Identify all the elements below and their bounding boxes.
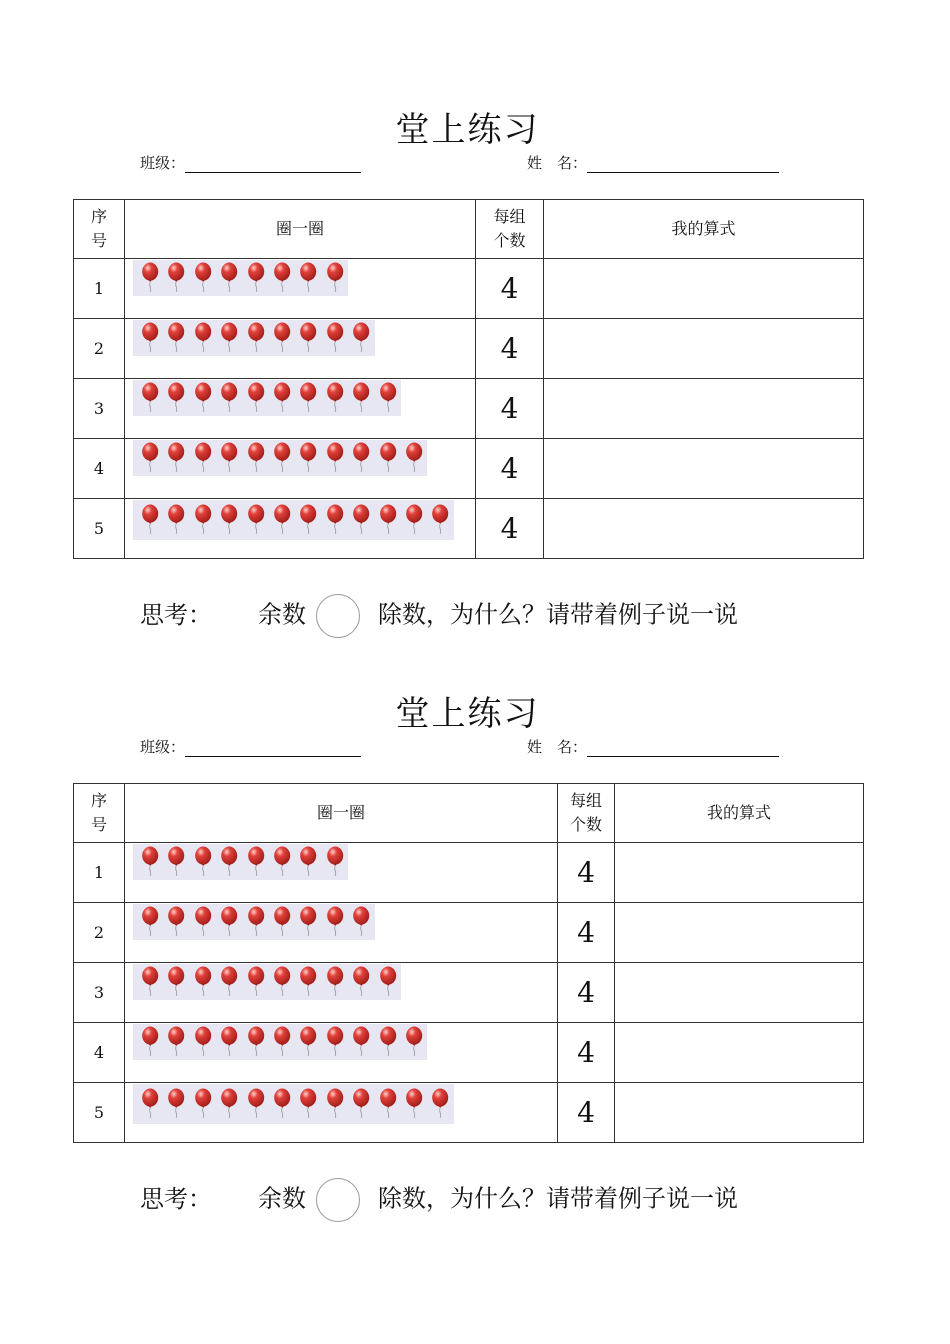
row-index: 3 <box>74 963 125 1023</box>
balloon-icon <box>269 966 295 998</box>
table-row <box>74 379 864 439</box>
balloon-icon <box>137 382 163 414</box>
balloon-icon <box>243 262 269 294</box>
balloon-icon <box>190 504 216 536</box>
balloon-strip <box>133 904 375 940</box>
name-label: 姓 名： <box>527 154 588 172</box>
table-row <box>74 903 864 963</box>
header-formula: 我的算式 <box>615 784 864 843</box>
balloon-icon <box>243 382 269 414</box>
balloon-icon <box>216 442 242 474</box>
per-group-value: 4 <box>476 499 544 559</box>
formula-cell[interactable] <box>544 379 864 439</box>
per-group-value: 4 <box>558 843 615 903</box>
balloon-icon <box>243 322 269 354</box>
formula-cell[interactable] <box>615 1083 864 1143</box>
balloon-icon <box>375 966 401 998</box>
header-circle: 圈一圈 <box>125 200 476 259</box>
balloon-icon <box>322 1088 348 1120</box>
row-index: 5 <box>74 1083 125 1143</box>
per-group-value: 4 <box>476 379 544 439</box>
table-row <box>74 843 864 903</box>
formula-cell[interactable] <box>615 963 864 1023</box>
balloon-icon <box>322 906 348 938</box>
header-formula: 我的算式 <box>544 200 864 259</box>
row-index: 4 <box>74 439 125 499</box>
think-prompt <box>140 1178 738 1222</box>
balloon-icon <box>243 906 269 938</box>
header-per-group: 每组个数 <box>476 200 544 259</box>
balloon-icon <box>375 382 401 414</box>
class-label: 班级： <box>140 154 186 172</box>
formula-cell[interactable] <box>544 439 864 499</box>
formula-cell[interactable] <box>544 319 864 379</box>
balloon-icon <box>348 382 374 414</box>
balloon-icon <box>427 504 453 536</box>
per-group-value: 4 <box>558 903 615 963</box>
header-circle: 圈一圈 <box>125 784 558 843</box>
balloon-icon <box>163 504 189 536</box>
think-label: 思考： <box>140 1184 212 1213</box>
balloon-icon <box>190 382 216 414</box>
balloon-icon <box>216 1088 242 1120</box>
row-index: 2 <box>74 319 125 379</box>
balloon-icon <box>401 1088 427 1120</box>
balloon-icon <box>137 322 163 354</box>
class-input-line[interactable] <box>185 742 361 757</box>
balloon-icon <box>322 442 348 474</box>
balloon-icon <box>269 846 295 878</box>
balloon-icon <box>375 1026 401 1058</box>
balloon-cell[interactable] <box>125 843 558 903</box>
balloon-icon <box>295 1088 321 1120</box>
balloon-icon <box>190 1026 216 1058</box>
balloon-strip <box>133 440 427 476</box>
balloon-icon <box>269 1088 295 1120</box>
balloon-icon <box>348 966 374 998</box>
row-index: 4 <box>74 1023 125 1083</box>
balloon-icon <box>348 442 374 474</box>
class-field <box>140 152 361 173</box>
balloon-cell[interactable] <box>125 499 476 559</box>
balloon-icon <box>269 322 295 354</box>
table-row <box>74 963 864 1023</box>
balloon-icon <box>137 504 163 536</box>
balloon-icon <box>269 906 295 938</box>
balloon-icon <box>295 966 321 998</box>
balloon-icon <box>295 442 321 474</box>
per-group-value: 4 <box>476 439 544 499</box>
class-input-line[interactable] <box>185 158 361 173</box>
row-index: 1 <box>74 259 125 319</box>
balloon-icon <box>322 322 348 354</box>
balloon-icon <box>243 442 269 474</box>
think-right: 除数，为什么？请带着例子说一说 <box>378 1184 738 1213</box>
name-input-line[interactable] <box>587 158 779 173</box>
table-row <box>74 439 864 499</box>
table-row <box>74 499 864 559</box>
balloon-cell[interactable] <box>125 439 476 499</box>
row-index: 3 <box>74 379 125 439</box>
per-group-value: 4 <box>558 963 615 1023</box>
balloon-cell[interactable] <box>125 1023 558 1083</box>
balloon-cell[interactable] <box>125 903 558 963</box>
balloon-icon <box>216 322 242 354</box>
balloon-icon <box>137 262 163 294</box>
balloon-icon <box>137 906 163 938</box>
name-input-line[interactable] <box>587 742 779 757</box>
name-field <box>527 736 779 757</box>
balloon-icon <box>190 1088 216 1120</box>
balloon-cell[interactable] <box>125 1083 558 1143</box>
balloon-icon <box>295 382 321 414</box>
header-index: 序号 <box>74 784 125 843</box>
balloon-icon <box>295 504 321 536</box>
balloon-icon <box>137 1088 163 1120</box>
balloon-icon <box>295 262 321 294</box>
per-group-value: 4 <box>558 1083 615 1143</box>
balloon-icon <box>295 846 321 878</box>
per-group-value: 4 <box>476 259 544 319</box>
balloon-icon <box>322 382 348 414</box>
balloon-icon <box>163 1088 189 1120</box>
balloon-icon <box>322 846 348 878</box>
balloon-icon <box>190 906 216 938</box>
balloon-icon <box>269 442 295 474</box>
balloon-icon <box>137 966 163 998</box>
balloon-icon <box>401 442 427 474</box>
balloon-icon <box>216 966 242 998</box>
balloon-icon <box>216 846 242 878</box>
balloon-icon <box>427 1088 453 1120</box>
formula-cell[interactable] <box>615 903 864 963</box>
exercise-table <box>73 199 864 559</box>
name-label: 姓 名： <box>527 738 588 756</box>
balloon-icon <box>243 504 269 536</box>
balloon-icon <box>137 846 163 878</box>
balloon-strip <box>133 964 401 1000</box>
balloon-icon <box>163 966 189 998</box>
worksheet-title: 堂上练习 <box>395 694 540 734</box>
balloon-strip <box>133 1024 427 1060</box>
balloon-strip <box>133 844 348 880</box>
table-row <box>74 259 864 319</box>
balloon-icon <box>322 262 348 294</box>
balloon-cell[interactable] <box>125 379 476 439</box>
table-header-row <box>74 200 864 259</box>
balloon-icon <box>348 1088 374 1120</box>
think-label: 思考： <box>140 600 212 629</box>
balloon-icon <box>375 504 401 536</box>
balloon-icon <box>295 322 321 354</box>
think-left: 余数 <box>258 1184 306 1213</box>
balloon-icon <box>348 322 374 354</box>
balloon-icon <box>322 1026 348 1058</box>
balloon-icon <box>269 262 295 294</box>
think-left: 余数 <box>258 600 306 629</box>
balloon-icon <box>216 262 242 294</box>
balloon-icon <box>348 504 374 536</box>
balloon-icon <box>269 1026 295 1058</box>
table-row <box>74 1083 864 1143</box>
balloon-icon <box>401 1026 427 1058</box>
compare-circle[interactable] <box>316 594 360 638</box>
balloon-icon <box>348 1026 374 1058</box>
balloon-icon <box>295 906 321 938</box>
balloon-icon <box>163 906 189 938</box>
balloon-icon <box>163 322 189 354</box>
balloon-icon <box>190 442 216 474</box>
balloon-cell[interactable] <box>125 259 476 319</box>
balloon-icon <box>269 504 295 536</box>
table-header-row <box>74 784 864 843</box>
balloon-icon <box>243 846 269 878</box>
balloon-strip <box>133 260 348 296</box>
balloon-icon <box>375 442 401 474</box>
balloon-strip <box>133 500 454 540</box>
table-row <box>74 1023 864 1083</box>
balloon-icon <box>190 966 216 998</box>
balloon-icon <box>216 1026 242 1058</box>
header-index: 序号 <box>74 200 125 259</box>
think-prompt <box>140 594 738 638</box>
balloon-icon <box>375 1088 401 1120</box>
balloon-cell[interactable] <box>125 319 476 379</box>
balloon-icon <box>243 1088 269 1120</box>
balloon-icon <box>190 322 216 354</box>
table-row <box>74 319 864 379</box>
balloon-icon <box>137 442 163 474</box>
name-field <box>527 152 779 173</box>
balloon-icon <box>322 504 348 536</box>
balloon-icon <box>243 966 269 998</box>
balloon-cell[interactable] <box>125 963 558 1023</box>
formula-cell[interactable] <box>544 259 864 319</box>
per-group-value: 4 <box>476 319 544 379</box>
balloon-icon <box>322 966 348 998</box>
worksheet-title: 堂上练习 <box>395 110 540 150</box>
balloon-icon <box>243 1026 269 1058</box>
balloon-icon <box>190 846 216 878</box>
formula-cell[interactable] <box>544 499 864 559</box>
formula-cell[interactable] <box>615 1023 864 1083</box>
row-index: 5 <box>74 499 125 559</box>
think-right: 除数，为什么？请带着例子说一说 <box>378 600 738 629</box>
balloon-strip <box>133 380 401 416</box>
balloon-icon <box>163 382 189 414</box>
class-field <box>140 736 361 757</box>
header-per-group: 每组个数 <box>558 784 615 843</box>
class-label: 班级： <box>140 738 186 756</box>
balloon-strip <box>133 1084 454 1124</box>
balloon-icon <box>163 442 189 474</box>
balloon-strip <box>133 320 375 356</box>
balloon-icon <box>137 1026 163 1058</box>
balloon-icon <box>216 504 242 536</box>
balloon-icon <box>216 382 242 414</box>
balloon-icon <box>348 906 374 938</box>
per-group-value: 4 <box>558 1023 615 1083</box>
balloon-icon <box>163 262 189 294</box>
formula-cell[interactable] <box>615 843 864 903</box>
compare-circle[interactable] <box>316 1178 360 1222</box>
balloon-icon <box>269 382 295 414</box>
row-index: 1 <box>74 843 125 903</box>
balloon-icon <box>295 1026 321 1058</box>
balloon-icon <box>163 846 189 878</box>
balloon-icon <box>401 504 427 536</box>
row-index: 2 <box>74 903 125 963</box>
exercise-table <box>73 783 864 1143</box>
balloon-icon <box>216 906 242 938</box>
balloon-icon <box>163 1026 189 1058</box>
balloon-icon <box>190 262 216 294</box>
